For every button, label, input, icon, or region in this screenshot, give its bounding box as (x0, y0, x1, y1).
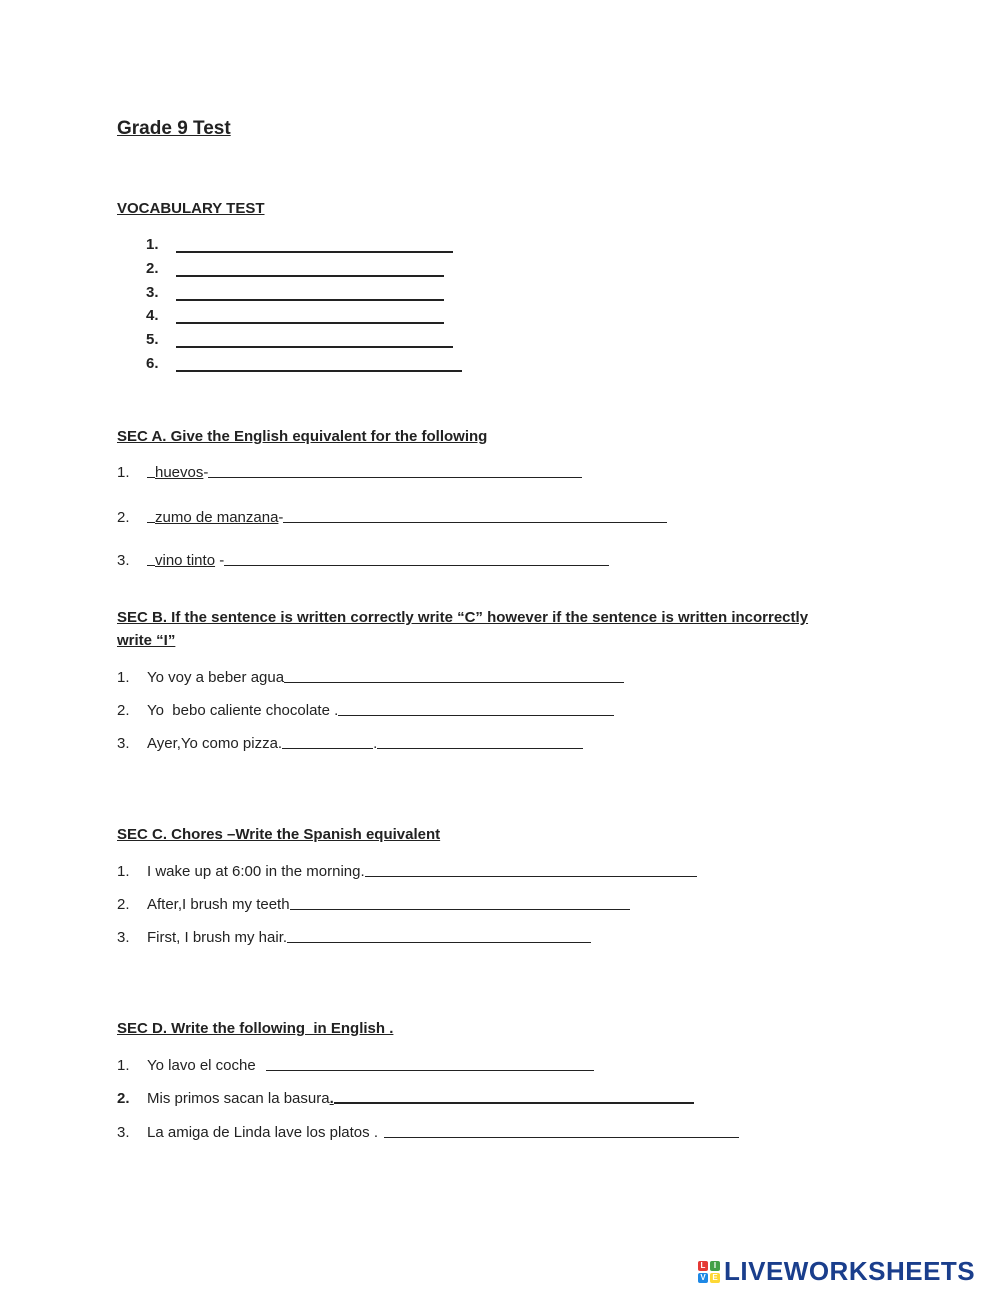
separator: - (278, 509, 284, 526)
vocab-answer-line-4[interactable] (176, 322, 444, 324)
item-number: 2. (117, 1090, 130, 1107)
item-number: 2. (117, 896, 130, 913)
item-number: 3. (117, 1124, 130, 1141)
spanish-word: vino tinto (155, 552, 216, 569)
answer-blank[interactable] (287, 941, 591, 943)
end-dot: . (329, 1090, 334, 1107)
logo-square: E (710, 1273, 720, 1283)
answer-blank[interactable] (282, 747, 373, 749)
vocab-number: 5. (146, 331, 159, 348)
sec-b-heading-line1: SEC B. If the sentence is written correctly write “C” however if the sentence is written incorrectly (117, 609, 809, 626)
vocab-heading: VOCABULARY TEST (117, 200, 265, 217)
answer-blank[interactable] (283, 521, 667, 523)
brand-name: LIVEWORKSHEETS (724, 1256, 976, 1286)
vocab-answer-line-2[interactable] (176, 275, 444, 277)
sentence: Yo voy a beber agua (147, 669, 285, 686)
answer-blank[interactable] (208, 476, 582, 478)
sentence: Mis primos sacan la basura (147, 1090, 330, 1107)
vocab-answer-line-6[interactable] (176, 370, 462, 372)
sec-c-heading: SEC C. Chores –Write the Spanish equivalent (117, 826, 441, 843)
lead-underscore (147, 476, 155, 478)
vocab-number: 4. (146, 307, 159, 324)
liveworksheets-logo (698, 1256, 975, 1287)
answer-blank[interactable] (290, 908, 630, 910)
logo-square: V (698, 1273, 708, 1283)
item-number: 1. (117, 464, 130, 481)
answer-blank[interactable] (284, 681, 624, 683)
sentence: Yo bebo caliente chocolate . (147, 702, 339, 719)
sec-a-item (117, 509, 667, 526)
sec-d-item (117, 1124, 739, 1141)
item-number: 2. (117, 702, 130, 719)
sentence: La amiga de Linda lave los platos . (147, 1124, 378, 1141)
item-number: 3. (117, 735, 130, 752)
vocab-answer-line-1[interactable] (176, 251, 453, 253)
page-title: Grade 9 Test (117, 118, 231, 139)
answer-blank[interactable] (377, 747, 583, 749)
lead-underscore (147, 564, 155, 566)
lead-underscore (147, 521, 155, 523)
answer-blank[interactable] (224, 564, 609, 566)
sec-d-heading: SEC D. Write the following in English . (117, 1020, 394, 1037)
sec-a-item (117, 552, 609, 569)
answer-blank[interactable] (266, 1069, 594, 1071)
sec-d-item (117, 1057, 594, 1074)
answer-blank[interactable] (384, 1136, 739, 1138)
sentence: Yo lavo el coche (147, 1057, 256, 1074)
item-number: 1. (117, 1057, 130, 1074)
sec-b-item (117, 669, 624, 686)
logo-squares-icon (698, 1261, 720, 1283)
sentence: After,I brush my teeth (147, 896, 290, 913)
spanish-word: zumo de manzana (155, 509, 279, 526)
sec-b-item (117, 702, 614, 719)
sec-c-item (117, 929, 591, 946)
sentence: Ayer,Yo como pizza. (147, 735, 283, 752)
separator: - (215, 552, 225, 569)
vocab-number: 1. (146, 236, 159, 253)
item-number: 1. (117, 863, 130, 880)
mid-dot: . (373, 735, 378, 752)
sentence: I wake up at 6:00 in the morning. (147, 863, 365, 880)
sec-b-heading-line2: write “I” (117, 632, 176, 649)
item-number: 3. (117, 929, 130, 946)
item-number: 1. (117, 669, 130, 686)
logo-square: L (698, 1261, 708, 1271)
sec-a-item (117, 464, 582, 481)
vocab-number: 3. (146, 284, 159, 301)
answer-blank[interactable] (365, 875, 697, 877)
answer-blank[interactable] (338, 714, 614, 716)
vocab-answer-line-5[interactable] (176, 346, 453, 348)
separator: - (203, 464, 209, 481)
sec-d-item (117, 1090, 694, 1107)
sec-a-heading: SEC A. Give the English equivalent for the following (117, 428, 488, 445)
item-number: 3. (117, 552, 130, 569)
answer-blank[interactable] (338, 1101, 694, 1104)
item-number: 2. (117, 509, 130, 526)
sec-b-item (117, 735, 583, 752)
sec-c-item (117, 896, 630, 913)
vocab-number: 2. (146, 260, 159, 277)
spanish-word: huevos (155, 464, 204, 481)
logo-square: I (710, 1261, 720, 1271)
sentence: First, I brush my hair. (147, 929, 288, 946)
vocab-answer-line-3[interactable] (176, 299, 444, 301)
vocab-number: 6. (146, 355, 159, 372)
sec-c-item (117, 863, 697, 880)
